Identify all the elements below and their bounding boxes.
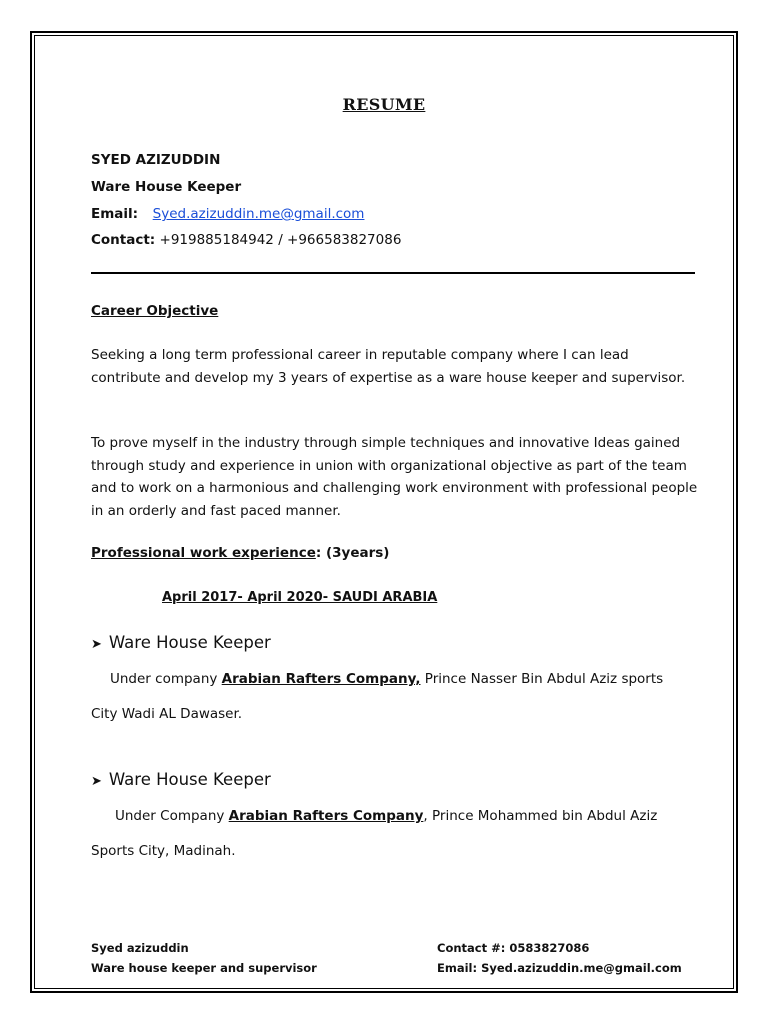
job-title-1-row [91,633,271,652]
email-label: Email: [91,206,139,222]
footer-email: Email: Syed.azizuddin.me@gmail.com [437,961,682,975]
experience-years: : (3years) [315,545,390,561]
experience-period: April 2017- April 2020- SAUDI ARABIA [162,590,438,605]
job-1-location: Prince Nasser Bin Abdul Aziz sports [420,671,664,687]
job-1-line-1 [110,671,663,687]
job-title-1: Ware House Keeper [108,633,271,652]
career-objective-heading: Career Objective [91,303,219,319]
footer-role: Ware house keeper and supervisor [91,961,317,975]
job-2-location: , Prince Mohammed bin Abdul Aziz [423,808,658,824]
candidate-role: Ware House Keeper [91,179,242,195]
job-1-line-2: City Wadi AL Dawaser. [91,706,243,722]
experience-heading: Professional work experience [91,545,316,561]
footer-name: Syed azizuddin [91,941,189,955]
arrow-bullet-icon: ➤ [91,774,102,789]
job-title-2-row [91,770,271,789]
job-2-prefix: Under Company [115,808,229,824]
footer-contact: Contact #: 0583827086 [437,941,590,955]
email-link[interactable]: Syed.azizuddin.me@gmail.com [152,206,365,222]
job-2-line-2: Sports City, Madinah. [91,843,236,859]
job-2-line-1 [115,808,657,824]
header-divider [91,272,695,274]
contact-label: Contact: [91,232,156,248]
job-title-2: Ware House Keeper [108,770,271,789]
arrow-bullet-icon: ➤ [91,637,102,652]
career-objective-paragraph-2: To prove myself in the industry through simple techniques and innovative Ideas gained through study and experience in union with organizational objective as part of the team and to work on a harmonious and challenging work environment with professional people in an orderly and fast paced manner. [91,435,698,519]
job-2-company: Arabian Rafters Company [228,808,424,824]
contact-numbers: +919885184942 / +966583827086 [159,232,402,248]
career-objective-paragraph-1: Seeking a long term professional career in reputable company where I can lead contribute and develop my 3 years of expertise as a ware house keeper and supervisor. [91,347,686,386]
job-1-company: Arabian Rafters Company, [221,671,421,687]
document-title: RESUME [342,95,426,114]
experience-heading-row [91,545,389,561]
candidate-name: SYED AZIZUDDIN [91,152,221,168]
job-1-prefix: Under company [110,671,222,687]
email-row [91,206,364,222]
contact-row [91,232,401,248]
